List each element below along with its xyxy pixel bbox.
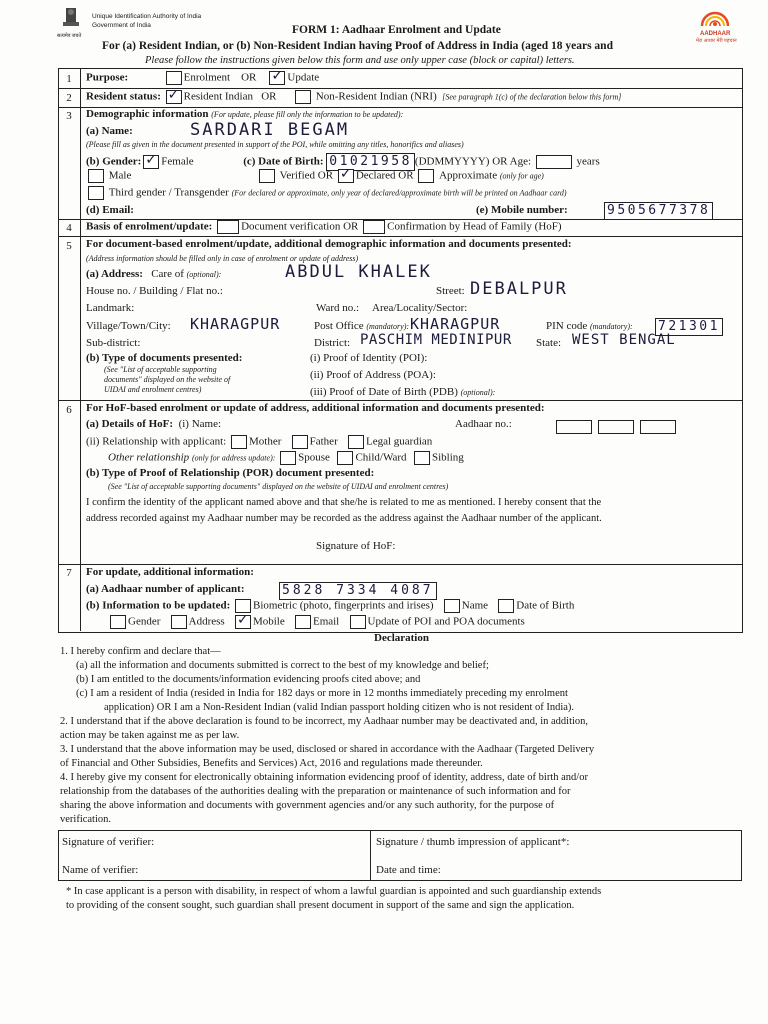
hof-confirm-line2: address recorded against my Aadhaar number may be recorded as the address against the Aadhaar number of the applicant. (86, 513, 602, 524)
nri-option: Non-Resident Indian (NRI) (315, 90, 437, 103)
other-relationship-row (108, 451, 464, 465)
hof-details-row (86, 418, 221, 430)
enrolment-option: Enrolment (183, 71, 231, 84)
sibling-option: Sibling (432, 451, 464, 464)
female-option: Female (161, 155, 194, 168)
applicant-signature-label: Signature / thumb impression of applicant*: (376, 836, 570, 848)
signature-bottom-line (58, 880, 742, 881)
row-number: 3 (66, 110, 72, 122)
district-label: District: (314, 337, 351, 349)
row5-note: (Address information should be filled only in case of enrolment or update of address) (86, 254, 359, 263)
demographic-label: Demographic information (86, 108, 209, 120)
relationship-label: (ii) Relationship with applicant: (86, 435, 227, 448)
form-instruction: Please follow the instructions given below this form and use only upper case (block or capital) letters. (145, 55, 575, 66)
age-input[interactable] (536, 155, 572, 169)
applicant-aadhaar-value[interactable]: 5828 7334 4087 (279, 582, 437, 600)
state-label: State: (536, 337, 562, 349)
footnote-line1: * In case applicant is a person with disability, in respect of whom a lawful guardian is appointed and such guardianship extends (66, 886, 602, 897)
mobile-value[interactable]: 9505677378 (604, 202, 713, 220)
enrolment-checkbox[interactable] (166, 71, 182, 85)
declaration-line: relationship from the databases of the authorities dealing with the preparation or maintenance of such information and for (60, 786, 571, 797)
mobile-update-checkbox[interactable] (235, 615, 251, 629)
area-label: Area/Locality/Sector: (372, 302, 468, 314)
signature-border-right (741, 830, 742, 880)
resident-indian-checkbox[interactable] (166, 90, 182, 104)
footnote-line2: to providing of the consent sought, such guardian shall present document in support of the same and sign the application. (66, 900, 575, 911)
care-of-note: (optional): (186, 270, 222, 279)
approximate-option: Approximate (439, 169, 498, 182)
post-office-value[interactable]: KHARAGPUR (410, 315, 501, 333)
relationship-row (86, 435, 432, 449)
hof-confirmation-option: Confirmation by Head of Family (HoF) (387, 220, 562, 233)
pin-row (546, 320, 633, 332)
sub-district-label: Sub-district: (86, 337, 141, 349)
district-value[interactable]: PASCHIM MEDINIPUR (360, 332, 512, 348)
basis-row (86, 220, 562, 234)
spouse-option: Spouse (298, 451, 330, 464)
third-gender-row (86, 186, 567, 200)
hof-details-label: (a) Details of HoF: (86, 418, 174, 430)
dob-update-option: Date of Birth (516, 599, 575, 612)
dob-note: (For declared or approximate, only year of declared/approximate birth will be printed on Aadhaar card) (231, 188, 567, 198)
verifier-signature-label: Signature of verifier: (62, 836, 155, 848)
name-label: (a) Name: (86, 125, 133, 137)
post-office-note: (mandatory): (366, 322, 410, 331)
name-note: (Please fill as given in the document presented in support of the POI, while omitting any titles, honorifics and aliases) (86, 140, 464, 149)
ward-label: Ward no.: (316, 302, 360, 314)
declaration-line: 1. I hereby confirm and declare that— (60, 646, 221, 657)
number-column-divider (80, 68, 81, 631)
declaration-line: sharing the above information and documents with government agencies and/or any such authority, for the purpose of (60, 800, 555, 811)
verifier-name-label: Name of verifier: (62, 864, 139, 876)
name-update-option: Name (461, 599, 489, 612)
other-relationship-note: (only for address update): (191, 453, 276, 463)
authority-line1: Unique Identification Authority of India (92, 13, 202, 20)
update-checkbox[interactable] (269, 71, 285, 85)
hof-name-label: (i) Name: (178, 418, 222, 430)
row-divider (58, 564, 742, 565)
hof-aadhaar-box[interactable] (598, 420, 634, 434)
form-title: FORM 1: Aadhaar Enrolment and Update (292, 24, 501, 36)
verified-option: Verified OR (279, 169, 334, 182)
third-gender-option: Third gender / Transgender (108, 186, 229, 199)
signature-border-left (58, 830, 59, 880)
post-office-row (314, 320, 409, 332)
father-option: Father (309, 435, 338, 448)
row6-label: For HoF-based enrolment or update of address, additional information and documents presented: (86, 402, 545, 414)
name-update-checkbox[interactable] (444, 599, 460, 613)
care-of-label: Care of (151, 268, 184, 280)
applicant-aadhaar-label: (a) Aadhaar number of applicant: (86, 583, 245, 595)
declaration-line: 3. I understand that the above information may be used, disclosed or shared in accordance with the Aadhaar (Targeted Delivery (60, 744, 595, 755)
declaration-line: of Financial and Other Subsidies, Benefits and Services) Act, 2016 and regulations made thereunder. (60, 758, 483, 769)
verified-checkbox[interactable] (259, 169, 275, 183)
row7-label: For update, additional information: (86, 566, 254, 578)
row-number: 2 (66, 92, 72, 104)
info-to-update-row (86, 599, 574, 613)
spouse-checkbox[interactable] (280, 451, 296, 465)
declaration-line: action may be taken against me as per law. (60, 730, 240, 741)
declared-option: Declared OR (355, 169, 414, 182)
landmark-label: Landmark: (86, 302, 135, 314)
child-option: Child/Ward (355, 451, 407, 464)
name-value[interactable]: SARDARI BEGAM (190, 120, 350, 140)
info-to-update-label: (b) Information to be updated: (86, 599, 231, 612)
aadhaar-logo-text: AADHAAR (700, 31, 731, 37)
signature-divider (58, 830, 742, 831)
hof-aadhaar-label: Aadhaar no.: (455, 418, 512, 430)
declaration-line: (a) all the information and documents submitted is correct to the best of my knowledge and belief; (76, 660, 489, 671)
emblem-icon (60, 6, 82, 32)
approximate-note: (only for age) (499, 171, 544, 181)
legal-guardian-option: Legal guardian (365, 435, 433, 448)
years-label: years (576, 155, 600, 168)
post-office-label: Post Office (314, 320, 364, 332)
declaration-line: 4. I hereby give my consent for electronically obtaining information evidencing proof of identity, address, date of birth and/or (60, 772, 588, 783)
pdb-row (310, 386, 495, 398)
dob-update-checkbox[interactable] (498, 599, 514, 613)
declaration-line: application) OR I am a Non-Resident Indian (valid Indian passport holding citizen who is not resident of India). (104, 702, 575, 713)
resident-indian-option: Resident Indian (183, 90, 253, 103)
email-update-option: Email (312, 615, 340, 628)
third-gender-checkbox[interactable] (88, 186, 104, 200)
biometric-option: Biometric (photo, fingerprints and irises) (252, 599, 434, 612)
sibling-checkbox[interactable] (414, 451, 430, 465)
dob-label: (c) Date of Birth: (243, 155, 324, 168)
pin-label: PIN code (546, 320, 588, 332)
basis-label: Basis of enrolment/update: (86, 220, 213, 233)
mobile-label: (e) Mobile number: (476, 204, 568, 216)
care-of-value[interactable]: ABDUL KHALEK (285, 262, 432, 282)
docs-note1: (See "List of acceptable supporting (104, 365, 217, 374)
male-checkbox[interactable] (88, 169, 104, 183)
docs-note2: documents" displayed on the website of (104, 375, 231, 384)
document-verification-checkbox[interactable] (217, 220, 239, 234)
declaration-title: Declaration (374, 632, 429, 644)
poi-poa-update-checkbox[interactable] (350, 615, 366, 629)
declared-checkbox[interactable] (338, 169, 354, 183)
row-number: 4 (66, 222, 72, 234)
gender-label: (b) Gender: (86, 155, 142, 168)
gender-update-option: Gender (128, 615, 161, 628)
update-option: Update (287, 71, 320, 84)
other-relationship-label: Other relationship (108, 451, 190, 464)
nri-checkbox[interactable] (295, 90, 311, 104)
male-verified-row (86, 169, 544, 183)
poa-label: (ii) Proof of Address (POA): (310, 369, 436, 381)
female-checkbox[interactable] (143, 155, 159, 169)
por-label: (b) Type of Proof of Relationship (POR) document presented: (86, 467, 375, 479)
hof-signature-label: Signature of HoF: (316, 540, 396, 552)
row5-label: For document-based enrolment/update, additional demographic information and documents presented: (86, 238, 572, 250)
aadhaar-logo-icon (698, 4, 732, 32)
email-update-checkbox[interactable] (295, 615, 311, 629)
resident-status-row (86, 90, 621, 104)
biometric-checkbox[interactable] (235, 599, 251, 613)
document-verification-option: Document verification OR (241, 220, 359, 233)
house-label: House no. / Building / Flat no.: (86, 285, 223, 297)
pdb-note: (optional): (460, 388, 496, 397)
legal-guardian-checkbox[interactable] (348, 435, 364, 449)
or-text: OR (261, 90, 277, 103)
declaration-line: (c) I am a resident of India (resided in India for 182 days or more in 12 months immediately preceding my enrolment (76, 688, 568, 699)
mobile-update-option: Mobile (252, 615, 285, 628)
docs-label: (b) Type of documents presented: (86, 352, 243, 364)
hof-confirm-line1: I confirm the identity of the applicant named above and that she/he is related to me as mentioned. I hereby consent that the (86, 497, 602, 508)
village-label: Village/Town/City: (86, 320, 171, 332)
aadhaar-logo-tagline: मेरा आधार मेरी पहचान (696, 39, 737, 44)
demographic-note: (For update, please fill only the information to be updated): (211, 110, 404, 119)
pdb-label: (iii) Proof of Date of Birth (PDB) (310, 386, 458, 398)
hof-aadhaar-box[interactable] (556, 420, 592, 434)
hof-aadhaar-box[interactable] (640, 420, 676, 434)
mother-checkbox[interactable] (231, 435, 247, 449)
child-checkbox[interactable] (337, 451, 353, 465)
address-care-of-row (86, 268, 221, 280)
approximate-checkbox[interactable] (418, 169, 434, 183)
male-option: Male (108, 169, 132, 182)
declaration-line: verification. (60, 814, 112, 825)
gender-update-checkbox[interactable] (110, 615, 126, 629)
hof-confirmation-checkbox[interactable] (363, 220, 385, 234)
street-value[interactable]: DEBALPUR (470, 279, 568, 299)
address-update-option: Address (188, 615, 225, 628)
purpose-row (86, 71, 319, 85)
row-number: 6 (66, 404, 72, 416)
row-divider (58, 400, 742, 401)
emblem-caption: सत्यमेव जयते (57, 34, 82, 39)
street-label: Street: (436, 285, 465, 297)
resident-status-label: Resident status: (86, 90, 161, 103)
pin-value[interactable]: 721301 (655, 318, 723, 336)
info-to-update-row2 (108, 615, 525, 629)
email-label: (d) Email: (86, 204, 134, 216)
poi-label: (i) Proof of Identity (POI): (310, 352, 428, 364)
address-update-checkbox[interactable] (171, 615, 187, 629)
dob-format: (DDMMYYYY) OR Age: (414, 155, 532, 168)
form-subtitle: For (a) Resident Indian, or (b) Non-Resident Indian having Proof of Address in India (aged 18 years and (102, 40, 613, 52)
poi-poa-update-option: Update of POI and POA documents (367, 615, 525, 628)
declaration-line: 2. I understand that if the above declaration is found to be incorrect, my Aadhaar number may be deactivated and, in addition, (60, 716, 589, 727)
row-number: 7 (66, 567, 72, 579)
row-divider (58, 236, 742, 237)
village-value[interactable]: KHARAGPUR (190, 315, 281, 333)
father-checkbox[interactable] (292, 435, 308, 449)
or-text: OR (241, 71, 257, 84)
demographic-header (86, 108, 403, 120)
docs-note3: UIDAI and enrolment centres) (104, 385, 202, 394)
declaration-line: (b) I am entitled to the documents/information evidencing proofs cited above; and (76, 674, 421, 685)
row-number: 5 (66, 240, 72, 252)
purpose-label: Purpose: (86, 71, 129, 84)
date-time-label: Date and time: (376, 864, 441, 876)
dob-value[interactable]: 01021958 (326, 153, 415, 171)
address-label: (a) Address: (86, 268, 143, 280)
row-number: 1 (66, 73, 72, 85)
hof-aadhaar-boxes[interactable] (556, 418, 682, 436)
pin-note: (mandatory): (590, 322, 633, 331)
por-note: (See "List of acceptable supporting documents" displayed on the website of UIDAI and enrolment centres) (108, 482, 449, 491)
mother-option: Mother (248, 435, 282, 448)
state-value[interactable]: WEST BENGAL (572, 332, 676, 348)
signature-middle-divider (370, 830, 371, 880)
nri-note: [See paragraph 1(c) of the declaration below this form] (442, 92, 622, 102)
authority-line2: Government of India (92, 22, 151, 29)
row-divider (58, 88, 742, 89)
